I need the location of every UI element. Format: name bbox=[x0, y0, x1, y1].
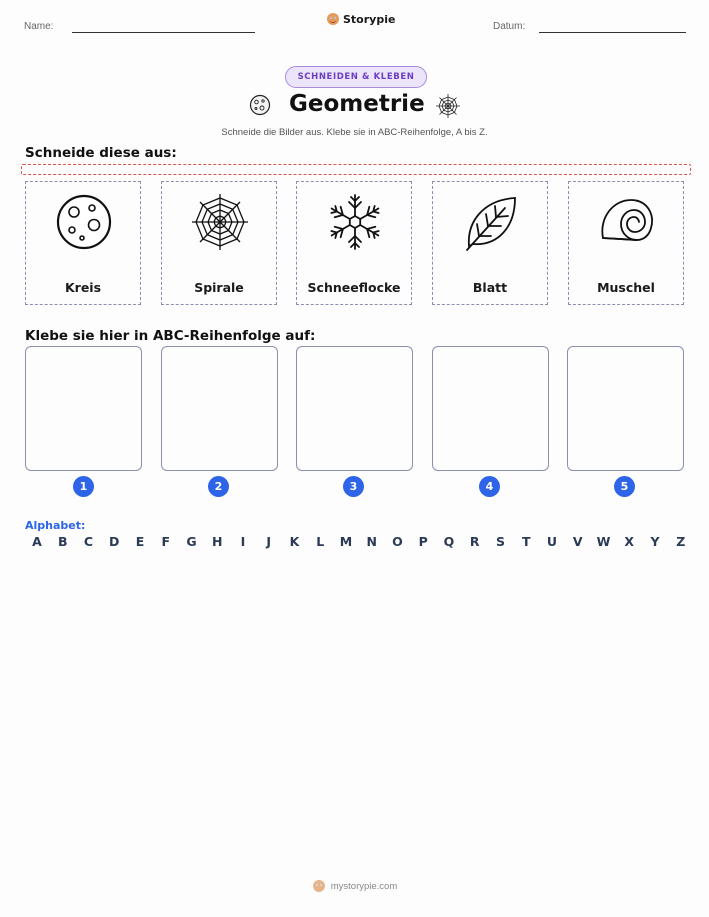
paste-box-3[interactable] bbox=[296, 346, 413, 471]
storypie-mascot-icon bbox=[312, 879, 326, 893]
spiderweb-icon bbox=[435, 93, 461, 119]
brand-name: Storypie bbox=[343, 12, 396, 26]
alphabet-letter: E bbox=[135, 534, 145, 549]
alphabet-letter: J bbox=[266, 534, 272, 549]
card-label-kreis: Kreis bbox=[64, 280, 102, 295]
alphabet-letter: G bbox=[186, 534, 197, 549]
cut-card-muschel[interactable] bbox=[568, 181, 684, 305]
alphabet-letter: B bbox=[57, 534, 68, 549]
cut-card-kreis[interactable] bbox=[25, 181, 141, 305]
brand-logo bbox=[326, 12, 395, 26]
leaf-icon bbox=[461, 192, 521, 252]
number-badge-5: 5 bbox=[614, 476, 635, 497]
footer bbox=[0, 879, 709, 893]
paste-box-4[interactable] bbox=[432, 346, 549, 471]
card-label-muschel: Muschel bbox=[597, 280, 655, 295]
alphabet-letter: A bbox=[32, 534, 42, 549]
card-label-schneeflocke: Schneeflocke bbox=[307, 280, 401, 295]
instructions: Schneide die Bilder aus. Klebe sie in ABC-Reihenfolge, A bis Z. bbox=[221, 127, 488, 138]
alphabet-letter: Z bbox=[676, 534, 686, 549]
snail-shell-icon bbox=[597, 192, 657, 252]
alphabet-label: Alphabet: bbox=[25, 519, 86, 532]
alphabet-letter: X bbox=[624, 534, 635, 549]
alphabet-letter: C bbox=[83, 534, 94, 549]
alphabet-row bbox=[28, 534, 690, 549]
moon-icon bbox=[249, 94, 271, 116]
cut-card-blatt[interactable] bbox=[432, 181, 548, 305]
alphabet-letter: M bbox=[339, 534, 353, 549]
footer-url[interactable]: mystorypie.com bbox=[330, 880, 398, 892]
alphabet-letter: D bbox=[109, 534, 120, 549]
storypie-mascot-icon bbox=[326, 12, 340, 26]
paste-section-heading: Klebe sie hier in ABC-Reihenfolge auf: bbox=[25, 328, 316, 344]
number-badge-2: 2 bbox=[208, 476, 229, 497]
number-badge-1: 1 bbox=[73, 476, 94, 497]
alphabet-letter: H bbox=[212, 534, 223, 549]
alphabet-letter: K bbox=[289, 534, 300, 549]
alphabet-letter: T bbox=[521, 534, 531, 549]
activity-badge: SCHNEIDEN & KLEBEN bbox=[285, 66, 427, 88]
alphabet-letter: P bbox=[418, 534, 428, 549]
alphabet-letter: S bbox=[495, 534, 505, 549]
alphabet-letter: I bbox=[240, 534, 246, 549]
moon-icon bbox=[54, 192, 114, 252]
alphabet-letter: L bbox=[316, 534, 325, 549]
cut-card-spirale[interactable] bbox=[161, 181, 277, 305]
alphabet-letter: R bbox=[469, 534, 480, 549]
number-badge-4: 4 bbox=[479, 476, 500, 497]
card-label-spirale: Spirale bbox=[194, 280, 244, 295]
alphabet-letter: Y bbox=[650, 534, 660, 549]
alphabet-letter: U bbox=[546, 534, 558, 549]
cut-line[interactable] bbox=[21, 164, 691, 175]
date-line[interactable] bbox=[539, 32, 686, 33]
paste-box-2[interactable] bbox=[161, 346, 278, 471]
name-line[interactable] bbox=[72, 32, 255, 33]
name-label: Name: bbox=[24, 21, 54, 32]
paste-box-1[interactable] bbox=[25, 346, 142, 471]
alphabet-letter: Q bbox=[443, 534, 455, 549]
cut-card-schneeflocke[interactable] bbox=[296, 181, 412, 305]
alphabet-letter: W bbox=[596, 534, 611, 549]
alphabet-letter: O bbox=[392, 534, 403, 549]
cut-section-heading: Schneide diese aus: bbox=[25, 145, 177, 161]
page-title: Geometrie bbox=[289, 91, 425, 117]
card-label-blatt: Blatt bbox=[472, 280, 508, 295]
date-label: Datum: bbox=[493, 21, 526, 32]
spiderweb-icon bbox=[190, 192, 250, 252]
alphabet-letter: F bbox=[161, 534, 171, 549]
number-badge-3: 3 bbox=[343, 476, 364, 497]
alphabet-letter: V bbox=[572, 534, 583, 549]
snowflake-icon bbox=[325, 192, 385, 252]
paste-box-5[interactable] bbox=[567, 346, 684, 471]
alphabet-letter: N bbox=[366, 534, 377, 549]
